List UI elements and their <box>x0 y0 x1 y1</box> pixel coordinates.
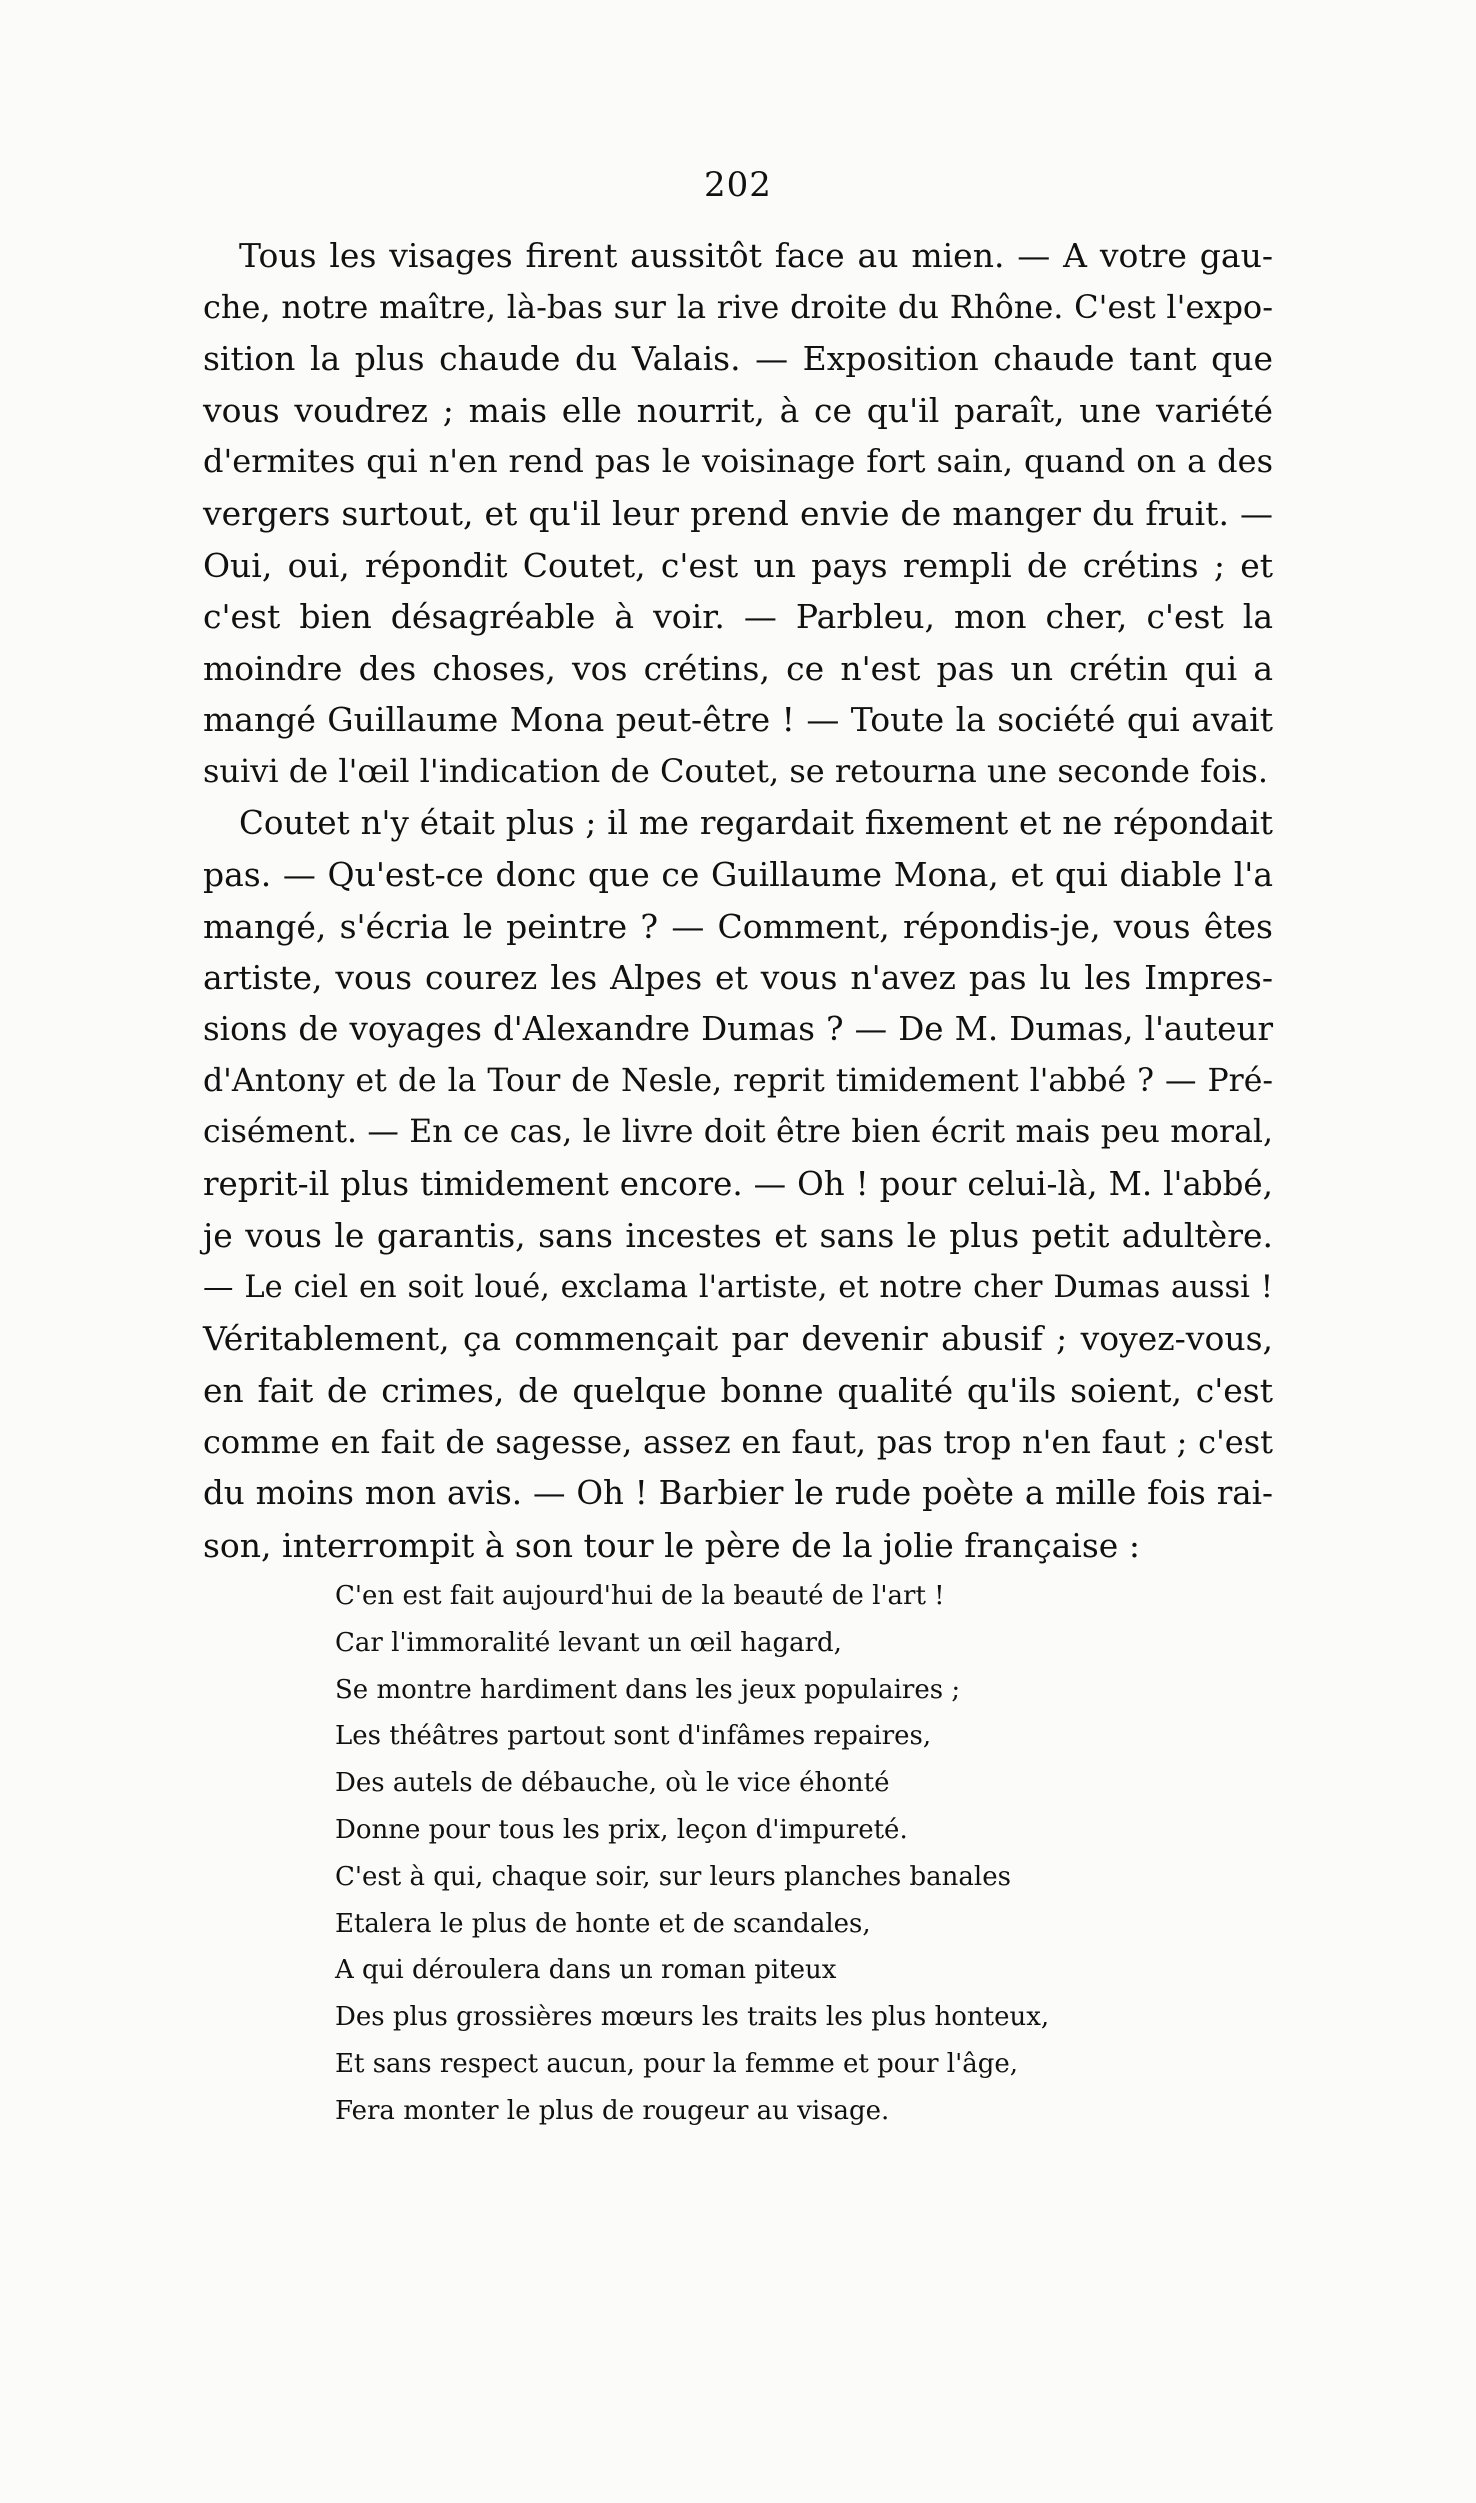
verse-line: C'est à qui, chaque soir, sur leurs planches banales <box>335 1861 1011 1892</box>
verse-line: Se montre hardiment dans les jeux populaires ; <box>335 1674 961 1705</box>
prose-line: cisément. — En ce cas, le livre doit être bien écrit mais peu moral, <box>203 1114 1273 1151</box>
verse-line: Et sans respect aucun, pour la femme et pour l'âge, <box>335 2048 1019 2079</box>
verse-line: Car l'immoralité levant un œil hagard, <box>335 1627 842 1658</box>
prose-line: d'ermites qui n'en rend pas le voisinage fort sain, quand on a des <box>203 442 1273 481</box>
page-number: 202 <box>704 165 772 205</box>
verse-line: Fera monter le plus de rougeur au visage. <box>335 2095 890 2126</box>
prose-line: en fait de crimes, de quelque bonne qualité qu'ils soient, c'est <box>203 1371 1273 1411</box>
prose-line: comme en fait de sagesse, assez en faut, pas trop n'en faut ; c'est <box>203 1422 1273 1461</box>
prose-line: suivi de l'œil l'indication de Coutet, se retourna une seconde fois. <box>203 751 1269 790</box>
prose-line: — Le ciel en soit loué, exclama l'artiste, et notre cher Dumas aussi ! <box>203 1269 1273 1305</box>
prose-line: mangé Guillaume Mona peut-être ! — Toute la société qui avait <box>203 700 1273 740</box>
prose-line: Oui, oui, répondit Coutet, c'est un pays rempli de crétins ; et <box>203 545 1273 585</box>
prose-line: Tous les visages firent aussitôt face au mien. — A votre gau- <box>239 236 1273 275</box>
prose-line: pas. — Qu'est-ce donc que ce Guillaume Mona, et qui diable l'a <box>203 855 1273 895</box>
prose-line: mangé, s'écria le peintre ? — Comment, répondis-je, vous êtes <box>203 906 1273 946</box>
prose-line: moindre des choses, vos crétins, ce n'est pas un crétin qui a <box>203 648 1273 688</box>
prose-line: reprit-il plus timidement encore. — Oh ! pour celui-là, M. l'abbé, <box>203 1164 1273 1203</box>
verse-line: Etalera le plus de honte et de scandales, <box>335 1908 871 1939</box>
prose-line: c'est bien désagréable à voir. — Parbleu, mon cher, c'est la <box>203 597 1273 637</box>
prose-line: sions de voyages d'Alexandre Dumas ? — De M. Dumas, l'auteur <box>203 1009 1273 1048</box>
verse-line: A qui déroulera dans un roman piteux <box>335 1955 837 1986</box>
prose-line: du moins mon avis. — Oh ! Barbier le rude poète a mille fois rai- <box>203 1474 1273 1513</box>
verse-line: Des plus grossières mœurs les traits les plus honteux, <box>335 2002 1050 2033</box>
verse-quotation <box>335 1573 1095 2135</box>
prose-line: sition la plus chaude du Valais. — Exposition chaude tant que <box>203 339 1273 379</box>
verse-line: Les théâtres partout sont d'infâmes repaires, <box>335 1721 932 1752</box>
prose-body <box>203 230 1273 1571</box>
prose-line: Coutet n'y était plus ; il me regardait fixement et ne répondait <box>239 803 1273 842</box>
prose-line: vous voudrez ; mais elle nourrit, à ce qu'il paraît, une variété <box>203 390 1273 430</box>
verse-line: Donne pour tous les prix, leçon d'impureté. <box>335 1814 908 1845</box>
prose-line: vergers surtout, et qu'il leur prend envie de manger du fruit. — <box>203 493 1273 533</box>
verse-line: Des autels de débauche, où le vice éhonté <box>335 1768 890 1799</box>
prose-line: artiste, vous courez les Alpes et vous n'avez pas lu les Impres- <box>203 958 1273 998</box>
prose-line: son, interrompit à son tour le père de la jolie française : <box>203 1525 1140 1565</box>
prose-line: che, notre maître, là-bas sur la rive droite du Rhône. C'est l'expo- <box>203 287 1273 326</box>
prose-line: d'Antony et de la Tour de Nesle, reprit timidement l'abbé ? — Pré- <box>203 1062 1273 1099</box>
prose-line: Véritablement, ça commençait par devenir abusif ; voyez-vous, <box>203 1319 1273 1359</box>
prose-line: je vous le garantis, sans incestes et sans le plus petit adultère. <box>203 1216 1273 1256</box>
verse-line: C'en est fait aujourd'hui de la beauté de l'art ! <box>335 1581 945 1611</box>
